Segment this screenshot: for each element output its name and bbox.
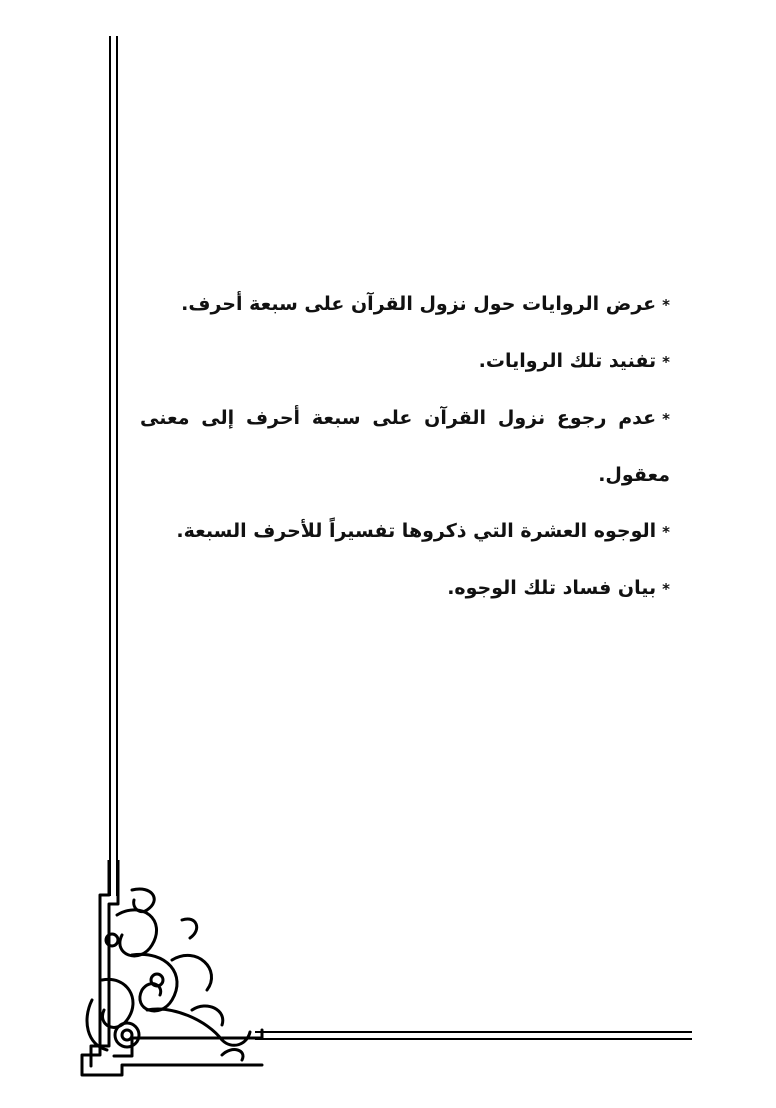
bullet-icon: * [662, 296, 670, 314]
item-text: بيان فساد تلك الوجوه. [447, 577, 657, 599]
bullet-icon: * [662, 523, 670, 541]
item-text: عرض الروايات حول نزول القرآن على سبعة أحرف. [181, 293, 657, 315]
item-text: الوجوه العشرة التي ذكروها تفسيراً للأحرف السبعة. [176, 520, 657, 542]
list-item [140, 390, 670, 503]
bullet-icon: * [662, 410, 670, 428]
contents-list [140, 276, 670, 617]
corner-ornament-icon [72, 860, 292, 1085]
frame-vertical-rule [109, 36, 118, 896]
frame-horizontal-rule [255, 1031, 692, 1040]
list-item [140, 503, 670, 560]
item-text: عدم رجوع نزول القرآن على سبعة أحرف إلى معنى معقول. [140, 407, 670, 486]
bullet-icon: * [662, 353, 670, 371]
list-item [140, 333, 670, 390]
list-item [140, 560, 670, 617]
bullet-icon: * [662, 580, 670, 598]
item-text: تفنيد تلك الروايات. [478, 350, 657, 372]
list-item [140, 276, 670, 333]
